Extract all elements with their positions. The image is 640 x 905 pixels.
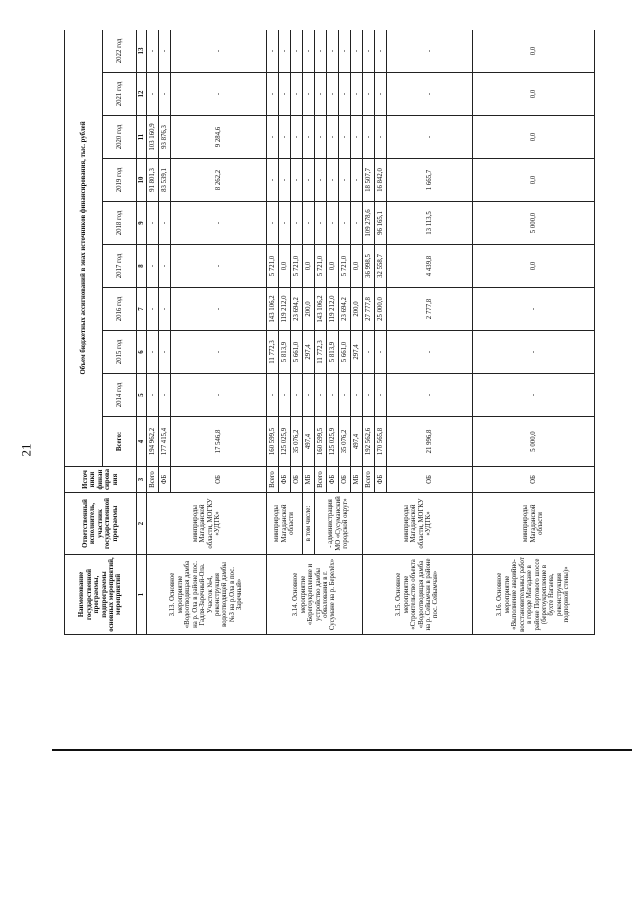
year-value: - xyxy=(351,374,363,417)
year-value: - xyxy=(147,73,159,116)
year-value: - xyxy=(315,159,327,202)
year-value: - xyxy=(315,73,327,116)
col-number: 3 xyxy=(137,467,147,493)
year-value: - xyxy=(159,73,171,116)
year-value: - xyxy=(339,73,351,116)
table-row xyxy=(315,30,327,635)
year-value: - xyxy=(339,159,351,202)
year-value: - xyxy=(267,159,279,202)
executor: минприроды Магаданской области xyxy=(473,493,595,555)
header-executor: Ответственный исполнитель, участник государственной программы xyxy=(65,493,137,555)
year-value: - xyxy=(327,159,339,202)
year-value: 0,0 xyxy=(351,245,363,288)
rotated-table-sheet xyxy=(64,30,640,635)
header-name: Наименование государственной программы, подпрограммы основных мероприятий, мероприятий xyxy=(65,555,137,635)
total-value: 125 025,9 xyxy=(327,417,339,467)
year-value: - xyxy=(279,374,291,417)
year-value: 5 721,0 xyxy=(291,245,303,288)
rotated-table-frame xyxy=(64,30,640,635)
year-value: - xyxy=(327,374,339,417)
measure-name: 3.13. Основное мероприятие «Водоотводящая дамба на р. Ола в районе пос. Гадля-Заречный-Ола. Участок №4, реконструкция водоотводящей дамбы №3 на р.Ола в пос. Заречный» xyxy=(147,555,267,635)
year-value: - xyxy=(339,30,351,73)
year-value: - xyxy=(375,331,387,374)
year-value: - xyxy=(363,374,375,417)
column-number-row xyxy=(137,30,147,635)
executor: минприроды Магаданской области, МОГКУ «УДТК» xyxy=(147,493,267,555)
total-value: 5 000,0 xyxy=(473,417,595,467)
funding-source: ФБ xyxy=(279,467,291,493)
header-year: 2015 год xyxy=(103,331,137,374)
year-value: - xyxy=(147,331,159,374)
year-value: - xyxy=(363,116,375,159)
year-value: - xyxy=(159,245,171,288)
year-value: - xyxy=(387,73,473,116)
year-value: 5 661,0 xyxy=(339,331,351,374)
year-value: - xyxy=(375,73,387,116)
year-value: 93 876,3 xyxy=(159,116,171,159)
year-value: - xyxy=(387,331,473,374)
funding-source: ОБ xyxy=(291,467,303,493)
col-number: 11 xyxy=(137,116,147,159)
total-value: 125 025,9 xyxy=(279,417,291,467)
header-year: 2018 год xyxy=(103,202,137,245)
year-value: - xyxy=(171,30,267,73)
year-value: - xyxy=(279,116,291,159)
col-number: 6 xyxy=(137,331,147,374)
year-value: 16 842,0 xyxy=(375,159,387,202)
year-value: - xyxy=(171,73,267,116)
year-value: - xyxy=(171,245,267,288)
table-row xyxy=(147,30,159,635)
year-value: - xyxy=(387,30,473,73)
year-value: - xyxy=(171,288,267,331)
year-value: - xyxy=(303,30,315,73)
year-value: - xyxy=(339,374,351,417)
year-value: - xyxy=(159,374,171,417)
year-value: 11 772,3 xyxy=(315,331,327,374)
header-source: Источники финансирования xyxy=(65,467,137,493)
year-value: 109 278,6 xyxy=(363,202,375,245)
col-number: 7 xyxy=(137,288,147,331)
year-value: 0,0 xyxy=(327,245,339,288)
year-value: 0,0 xyxy=(303,245,315,288)
year-value: - xyxy=(147,202,159,245)
year-value: - xyxy=(375,374,387,417)
measure-name: 3.15. Основное мероприятие «Строительство объекта «Водоотводящая дамба на р. Сейымчан в районе пос. Сейымчан» xyxy=(363,555,473,635)
funding-source: ОБ xyxy=(171,467,267,493)
total-value: 192 562,6 xyxy=(363,417,375,467)
header-year: 2016 год xyxy=(103,288,137,331)
year-value: 8 262,2 xyxy=(171,159,267,202)
page-bottom-rule xyxy=(52,749,632,751)
funding-source: ОБ xyxy=(387,467,473,493)
year-value: 5 813,9 xyxy=(327,331,339,374)
total-value: 160 599,5 xyxy=(267,417,279,467)
total-value: 160 599,5 xyxy=(315,417,327,467)
year-value: - xyxy=(363,73,375,116)
year-value: 5 813,9 xyxy=(279,331,291,374)
total-value: 497,4 xyxy=(351,417,363,467)
year-value: 96 165,1 xyxy=(375,202,387,245)
year-value: 1 665,7 xyxy=(387,159,473,202)
year-value: - xyxy=(327,116,339,159)
year-value: - xyxy=(339,116,351,159)
header-year: 2020 год xyxy=(103,116,137,159)
year-value: - xyxy=(267,73,279,116)
col-number: 10 xyxy=(137,159,147,202)
year-value: 91 801,3 xyxy=(147,159,159,202)
year-value: - xyxy=(279,73,291,116)
year-value: - xyxy=(351,73,363,116)
total-value: 177 415,4 xyxy=(159,417,171,467)
year-value: 9 284,6 xyxy=(171,116,267,159)
total-value: 21 996,8 xyxy=(387,417,473,467)
header-year: 2014 год xyxy=(103,374,137,417)
year-value: 0,0 xyxy=(473,245,595,288)
year-value: - xyxy=(303,374,315,417)
year-value: - xyxy=(147,288,159,331)
year-value: - xyxy=(159,288,171,331)
year-value: - xyxy=(267,30,279,73)
year-value: 2 777,8 xyxy=(387,288,473,331)
year-value: - xyxy=(363,331,375,374)
year-value: 36 998,5 xyxy=(363,245,375,288)
year-value: - xyxy=(279,159,291,202)
year-value: 13 113,5 xyxy=(387,202,473,245)
table-row xyxy=(473,30,595,635)
year-value: - xyxy=(147,30,159,73)
year-value: 0,0 xyxy=(473,30,595,73)
year-value: - xyxy=(473,331,595,374)
funding-source: Всего xyxy=(267,467,279,493)
year-value: - xyxy=(351,159,363,202)
year-value: - xyxy=(327,73,339,116)
year-value: 200,0 xyxy=(303,288,315,331)
year-value: - xyxy=(375,116,387,159)
year-value: 23 694,2 xyxy=(339,288,351,331)
year-value: - xyxy=(473,288,595,331)
funding-source: Всего xyxy=(315,467,327,493)
year-value: - xyxy=(171,331,267,374)
year-value: 297,4 xyxy=(303,331,315,374)
year-value: 200,0 xyxy=(351,288,363,331)
year-value: - xyxy=(351,202,363,245)
year-value: 5 721,0 xyxy=(267,245,279,288)
total-value: 35 076,2 xyxy=(339,417,351,467)
year-value: - xyxy=(291,73,303,116)
total-value: 17 546,8 xyxy=(171,417,267,467)
year-value: - xyxy=(279,202,291,245)
executor-label: в том числе: xyxy=(303,493,315,555)
executor: минприроды Магаданской области, МОГКУ «УДТК» xyxy=(363,493,473,555)
year-value: - xyxy=(315,202,327,245)
year-value: - xyxy=(147,245,159,288)
year-value: 119 212,0 xyxy=(327,288,339,331)
year-value: 5 721,0 xyxy=(315,245,327,288)
year-value: - xyxy=(303,159,315,202)
funding-source: Всего xyxy=(363,467,375,493)
year-value: - xyxy=(303,73,315,116)
year-value: - xyxy=(159,30,171,73)
funding-source: ОБ xyxy=(339,467,351,493)
year-value: 103 160,9 xyxy=(147,116,159,159)
col-number: 13 xyxy=(137,30,147,73)
year-value: 18 507,7 xyxy=(363,159,375,202)
col-number: 4 xyxy=(137,417,147,467)
year-value: - xyxy=(303,116,315,159)
year-value: 119 212,0 xyxy=(279,288,291,331)
year-value: - xyxy=(267,116,279,159)
year-value: 297,4 xyxy=(351,331,363,374)
year-value: - xyxy=(291,30,303,73)
funding-source: ФБ xyxy=(159,467,171,493)
year-value: 11 772,3 xyxy=(267,331,279,374)
funding-source: МБ xyxy=(303,467,315,493)
funding-source: ОБ xyxy=(473,467,595,493)
year-value: - xyxy=(473,374,595,417)
executor: минприроды Магаданской области xyxy=(267,493,303,555)
year-value: - xyxy=(351,30,363,73)
year-value: - xyxy=(267,202,279,245)
year-value: - xyxy=(315,30,327,73)
header-year: 2019 год xyxy=(103,159,137,202)
year-value: 0,0 xyxy=(473,116,595,159)
year-value: 5 661,0 xyxy=(291,331,303,374)
year-value: 143 106,2 xyxy=(267,288,279,331)
measure-name: 3.16. Основное мероприятие «Выполнение аварийно-восстановительных работ в городе Магадане в районе Портового шоссе (берегоукрепление в бухте Нагаева, реконструкция подпорной стены)» xyxy=(473,555,595,635)
total-value: 35 076,2 xyxy=(291,417,303,467)
funding-source: ФБ xyxy=(375,467,387,493)
year-value: - xyxy=(171,374,267,417)
year-value: - xyxy=(327,202,339,245)
year-value: 27 777,8 xyxy=(363,288,375,331)
header-year: 2017 год xyxy=(103,245,137,288)
year-value: - xyxy=(279,30,291,73)
table-row xyxy=(267,30,279,635)
year-value: 23 694,2 xyxy=(291,288,303,331)
year-value: - xyxy=(315,374,327,417)
year-value: - xyxy=(159,202,171,245)
year-value: - xyxy=(291,116,303,159)
year-value: 0,0 xyxy=(473,159,595,202)
financing-table xyxy=(64,30,595,635)
year-value: 25 000,0 xyxy=(375,288,387,331)
total-value: 170 565,8 xyxy=(375,417,387,467)
total-value: 497,4 xyxy=(303,417,315,467)
year-value: - xyxy=(267,374,279,417)
year-value: - xyxy=(375,30,387,73)
year-value: - xyxy=(315,116,327,159)
year-value: 5 000,0 xyxy=(473,202,595,245)
page-number: 21 xyxy=(18,443,34,457)
year-value: - xyxy=(171,202,267,245)
funding-source: ФБ xyxy=(327,467,339,493)
year-value: 32 558,7 xyxy=(375,245,387,288)
col-number: 1 xyxy=(137,555,147,635)
year-value: - xyxy=(147,374,159,417)
funding-source: МБ xyxy=(351,467,363,493)
year-value: 143 106,2 xyxy=(315,288,327,331)
year-value: - xyxy=(159,331,171,374)
year-value: - xyxy=(351,116,363,159)
col-number: 5 xyxy=(137,374,147,417)
col-number: 8 xyxy=(137,245,147,288)
year-value: 4 439,8 xyxy=(387,245,473,288)
header-year: 2022 год xyxy=(103,30,137,73)
year-value: - xyxy=(291,202,303,245)
col-number: 2 xyxy=(137,493,147,555)
year-value: - xyxy=(303,202,315,245)
year-value: - xyxy=(339,202,351,245)
year-value: - xyxy=(387,374,473,417)
total-value: 194 962,2 xyxy=(147,417,159,467)
executor-secondary: - администрация МО «Сусуманский городской округ» xyxy=(315,493,363,555)
header-year: 2021 год xyxy=(103,73,137,116)
year-value: 5 721,0 xyxy=(339,245,351,288)
col-number: 9 xyxy=(137,202,147,245)
measure-name: 3.14. Основное мероприятие «Берегоукрепление и устройство дамбы обвалования в г. Сусумане на р. Берелёх» xyxy=(267,555,363,635)
header-total: Всего: xyxy=(103,417,137,467)
header-volume: Объем бюджетных ассигнований в энах источников финансирования, тыс. рублей xyxy=(65,30,103,467)
table-row xyxy=(303,30,315,635)
year-value: - xyxy=(363,30,375,73)
col-number: 12 xyxy=(137,73,147,116)
year-value: 0,0 xyxy=(279,245,291,288)
table-row xyxy=(363,30,375,635)
year-value: - xyxy=(387,116,473,159)
year-value: - xyxy=(327,30,339,73)
year-value: - xyxy=(291,159,303,202)
year-value: 0,0 xyxy=(473,73,595,116)
header-row-1 xyxy=(65,30,103,635)
year-value: 83 539,1 xyxy=(159,159,171,202)
year-value: - xyxy=(291,374,303,417)
funding-source: Всего xyxy=(147,467,159,493)
